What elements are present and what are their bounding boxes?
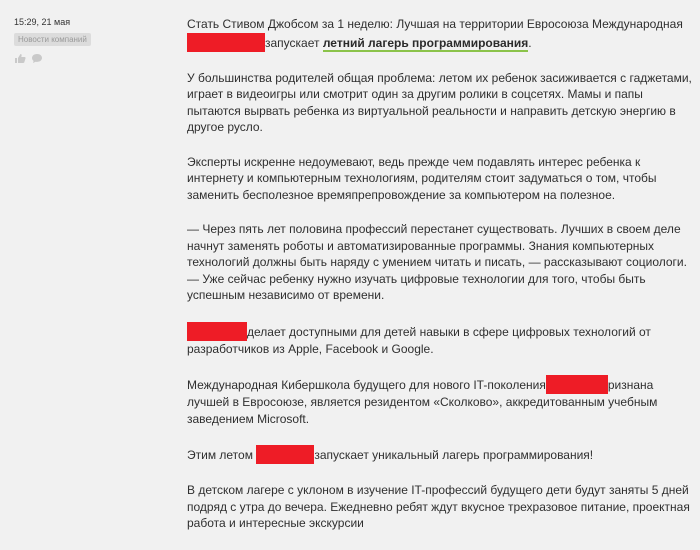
paragraph-5-text: делает доступными для детей навыки в сфере цифровых технологий от разработчиков из Apple, Facebook и Google. (187, 324, 651, 356)
comment-bubble-icon[interactable] (31, 53, 43, 64)
paragraph-1-text-a: Стать Стивом Джобсом за 1 неделю: Лучшая на территории Евросоюза Международная (187, 17, 683, 31)
paragraph-6 (187, 375, 692, 427)
paragraph-4: — Через пять лет половина профессий перестанет существовать. Лучших в своем деле начнут заменять роботы и автоматизированные программы. Знания компьютерных технологий должны быть наряду с умением читать и писать, — рассказывают социологи. — Уже сейчас ребенку нужно изучать цифровые технологии для того, чтобы быть успешным независимо от времени. (187, 222, 687, 302)
redaction-block (546, 375, 608, 394)
paragraph-7-text-b: запускает уникальный лагерь программирования! (314, 448, 594, 462)
paragraph-1-text-b: запускает (265, 35, 320, 50)
redaction-block (187, 33, 265, 52)
paragraph-5 (187, 322, 692, 358)
summer-camp-link[interactable]: летний лагерь программирования (322, 35, 529, 50)
article-body (187, 16, 692, 550)
category-tag[interactable]: Новости компаний (14, 33, 91, 46)
reactions-bar (14, 53, 174, 64)
thumbs-up-icon[interactable] (14, 53, 26, 64)
paragraph-6-text-b: ризнана лучшей в Евросоюзе, является резидентом «Сколково», аккредитованным учебным заведением Microsoft. (187, 378, 658, 426)
paragraph-2: У большинства родителей общая проблема: летом их ребенок засиживается с гаджетами, играет в видеоигры или смотрит один за другим ролики в соцсетях. Мамы и папы пытаются вырвать ребенка из виртуальной реальности и направить детскую энергию в другое русло. (187, 70, 692, 134)
paragraph-3: Эксперты искренне недоумевают, ведь прежде чем подавлять интерес ребенка к интернету и компьютерным технологиям, родителям стоит задуматься о том, чтобы заменить бесполезное времяпрепровождение за компьютером на полезное. (187, 154, 657, 202)
redaction-block (256, 445, 314, 464)
paragraph-7 (187, 445, 692, 464)
paragraph-7-text-a: Этим летом (187, 448, 253, 462)
article-meta (14, 17, 174, 64)
paragraph-1-text-c: . (528, 35, 532, 50)
publish-timestamp: 15:29, 21 мая (14, 17, 71, 27)
paragraph-6-text-a: Международная Кибершкола будущего для нового IT-поколения (187, 378, 546, 392)
paragraph-1 (187, 16, 692, 52)
redaction-block (187, 322, 247, 341)
paragraph-8: В детском лагере с уклоном в изучение IT-профессий будущего дети будут заняты 5 дней подряд с утра до вечера. Ежедневно ребят ждут вкусное трехразовое питание, проектная работа и интересные экскурсии (187, 483, 690, 530)
